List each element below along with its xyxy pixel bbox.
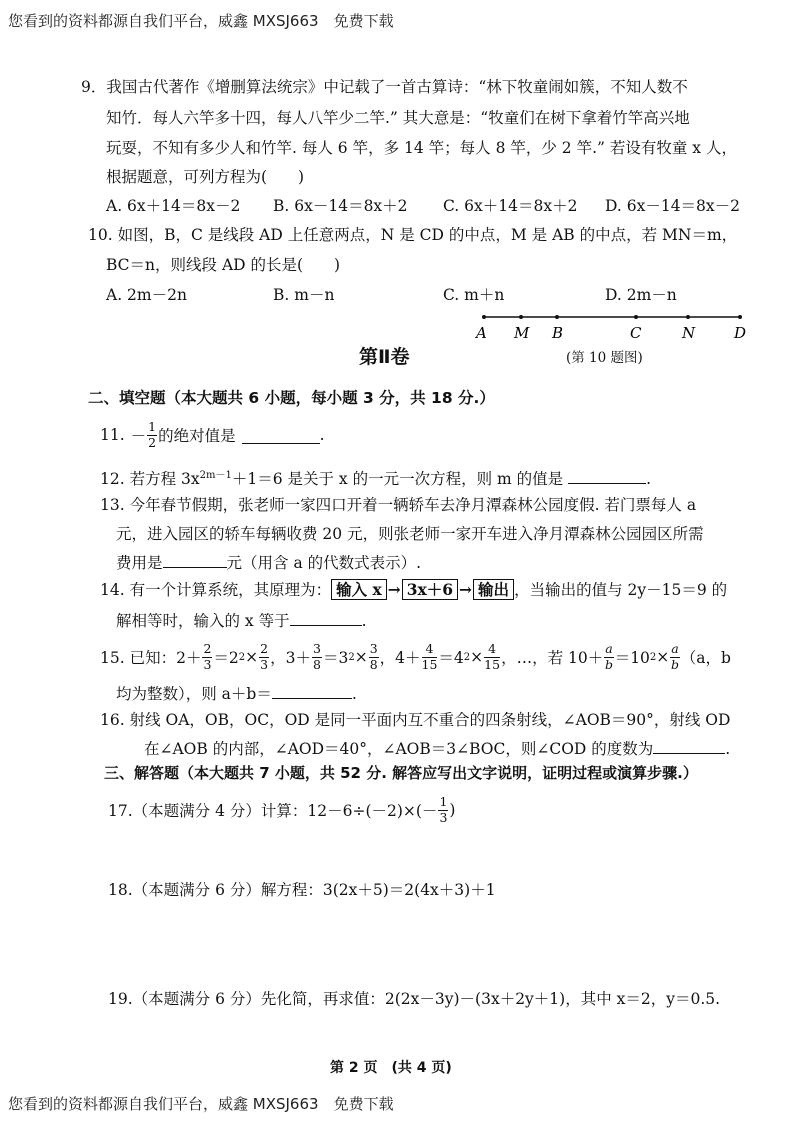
q19: 19.（本题满分 6 分）先化简，再求值：2(2x－3y)－(3x＋2y＋1)，其中 x＝2，y＝0.5. [108,990,721,1008]
q13-line3-pre: 费用是 [116,554,163,572]
q15-expr1-a: 2＋ [176,649,202,667]
q15-expr3-sup: 2 [463,651,471,663]
q10-option-a: A. 2m－2n [106,286,187,304]
q16-line1: 16. 射线 OA，OB，OC，OD 是同一平面内互不重合的四条射线，∠AOB＝90°，射线 OD [100,711,731,729]
q11-number: 11. [100,426,125,444]
q9-line3: 玩耍，不知有多少人和竹竿. 每人 6 竿，多 14 竿；每人 8 竿，少 2 竿.” 若设有牧童 x 人， [106,139,737,157]
q15-expr3-frac1: $\frac{4}{15}$ [421,641,438,672]
q10-option-c: C. m＋n [443,286,505,304]
q11 [100,417,325,453]
q10-figure-caption: (第 10 题图) [566,350,643,366]
point-n-label: N [682,324,696,342]
q14-text-pre: 14. 有一个计算系统，其原理为： [100,581,332,599]
q15-expr3-b: ＝4 [438,649,464,667]
q14-answer-blank[interactable] [290,609,362,626]
q15-frac-a-b-1: $\frac{a}{b}$ [604,641,613,672]
q15-expr1-times: × [245,648,259,666]
section-2-heading: 二、填空题（本大题共 6 小题，每小题 3 分，共 18 分.） [88,389,495,407]
q15-expr2-b: ＝3 [322,649,349,667]
part-2-title: 第Ⅱ卷 [359,346,410,368]
q13-line3 [116,551,421,573]
section-3-heading: 三、解答题（本大题共 7 小题，共 52 分. 解答应写出文字说明，证明过程或演算步骤.） [104,764,698,782]
q15-end: . [351,685,357,703]
q16-line2-pre: 在∠AOB 的内部，∠AOD＝40°，∠AOB＝3∠BOC，则∠COD 的度数为 [144,740,654,758]
q15-line1 [100,637,731,677]
q9-option-b: B. 6x－14＝8x＋2 [273,197,408,215]
q11-end: . [319,426,325,444]
q13-line2: 元，进入园区的轿车每辆收费 20 元，则张老师一家开车进入净月潭森林公园园区所需 [116,525,704,543]
q10-line2: BC＝n，则线段 AD 的长是( ) [106,256,341,274]
q15-expr1-frac1: $\frac{2}{3}$ [203,641,212,672]
point-a-dot [482,315,486,319]
point-a-label: A [476,324,487,342]
arrow-right-icon: → [459,580,473,599]
q14-line2 [116,609,367,631]
q15-expr2-a: ，3＋ [270,649,311,667]
arrow-right-icon: → [387,580,401,599]
q17-fraction: $\frac{1}{3}$ [439,794,448,825]
point-n-dot [686,315,690,319]
q9-line4: 根据题意，可列方程为( ) [106,168,305,186]
q15-tail: （a，b [680,649,731,667]
q15-expr3-times: × [470,648,484,666]
point-m-label: M [514,324,530,342]
q14-end: . [361,612,367,630]
q15-frac-a-b-2: $\frac{a}{b}$ [671,641,680,672]
q10-line1: 10. 如图，B，C 是线段 AD 上任意两点，N 是 CD 的中点，M 是 AB 的中点，若 MN＝m， [88,226,738,244]
point-c-dot [634,315,638,319]
q17-text-pre: 17.（本题满分 4 分）计算：12－6÷(－2)×(－ [108,802,438,820]
q9-option-d: D. 6x－14＝8x－2 [605,197,741,215]
q15-expr2-frac1: $\frac{3}{8}$ [312,641,321,672]
q15-expr3-a: ，4＋ [379,649,421,667]
q15-text-pre: 15. 已知： [100,649,177,667]
point-m-dot [519,315,523,319]
q15-expr1-frac2: $\frac{2}{3}$ [260,641,269,672]
q12-exponent: 2m－1 [199,470,232,481]
q16-answer-blank[interactable] [653,737,725,754]
q10-option-b: B. m－n [273,286,335,304]
q14-line2-pre: 解相等时，输入的 x 等于 [116,612,290,630]
q15-expr1-b: ＝2 [213,649,239,667]
q14-text-post: ，当输出的值与 2y－15＝9 的 [514,581,728,599]
page-number: 第 2 页 (共 4 页) [330,1060,452,1076]
point-b-label: B [552,324,564,342]
q15-times: × [656,648,670,666]
q13-line3-post: 元（用含 a 的代数式表示）. [226,554,422,572]
q11-fraction: $\frac{1}{2}$ [148,419,157,450]
point-c-label: C [630,324,642,342]
q14-line1 [100,578,727,600]
q9-option-c: C. 6x＋14＝8x＋2 [443,197,578,215]
q14-box-formula: 3x＋6 [402,579,458,600]
q16-line2 [144,737,730,759]
q12 [100,466,651,489]
q18: 18.（本题满分 6 分）解方程：3(2x＋5)＝2(4x＋3)＋1 [108,881,496,899]
point-d-dot [738,315,742,319]
q13-answer-blank[interactable] [163,551,227,568]
q9-line2: 知竹．每人六竿多十四，每人八竿少二竿.” 其大意是：“牧童们在树下拿着竹竿高兴地 [106,109,690,127]
q15-expr2-frac2: $\frac{3}{8}$ [369,641,378,672]
q15-expr2-sup: 2 [348,651,355,663]
q17-end: ) [449,801,456,819]
q12-text-post: ＋1＝6 是关于 x 的一元一次方程，则 m 的值是 [231,470,564,489]
q9-line1: 9．我国古代著作《增删算法统宗》中记载了一首古算诗：“林下牧童闹如簇，不知人数不 [81,78,688,96]
q10-option-d: D. 2m－n [605,286,677,304]
q15-eq-sup: 2 [649,651,657,663]
q15-line2-pre: 均为整数），则 a＋b＝ [116,685,272,703]
q14-box-input: 输入 x [331,579,387,600]
q15-expr3-frac2: $\frac{4}{15}$ [484,641,501,672]
q11-answer-blank[interactable] [242,427,320,444]
watermark-bottom: 您看到的资料都源自我们平台，威鑫 MXSJ663 免费下载 [8,1095,394,1113]
q15-expr2-times: × [354,648,368,666]
q15-line2 [116,682,357,704]
q11-negative-sign: － [130,427,147,445]
q10-segment-figure [466,308,756,344]
q9-option-a: A. 6x＋14＝8x－2 [106,197,241,215]
watermark-top: 您看到的资料都源自我们平台，威鑫 MXSJ663 免费下载 [8,12,394,30]
q15-expr1-sup: 2 [238,651,246,663]
q15-mid: ，…，若 10＋ [501,649,604,667]
q15-answer-blank[interactable] [272,682,352,699]
point-d-label: D [734,324,747,342]
q15-eq: ＝10 [614,649,650,667]
q16-end: . [725,740,731,758]
q11-text: 的绝对值是 [158,427,236,445]
q12-answer-blank[interactable] [568,467,646,484]
q12-end: . [646,470,652,489]
point-b-dot [555,315,559,319]
q13-line1: 13. 今年春节假期，张老师一家四口开着一辆轿车去净月潭森林公园度假. 若门票每人 a [100,496,697,514]
q17 [108,790,455,830]
q14-box-output: 输出 [473,579,514,600]
q12-text-pre: 12. 若方程 3x [100,470,200,489]
